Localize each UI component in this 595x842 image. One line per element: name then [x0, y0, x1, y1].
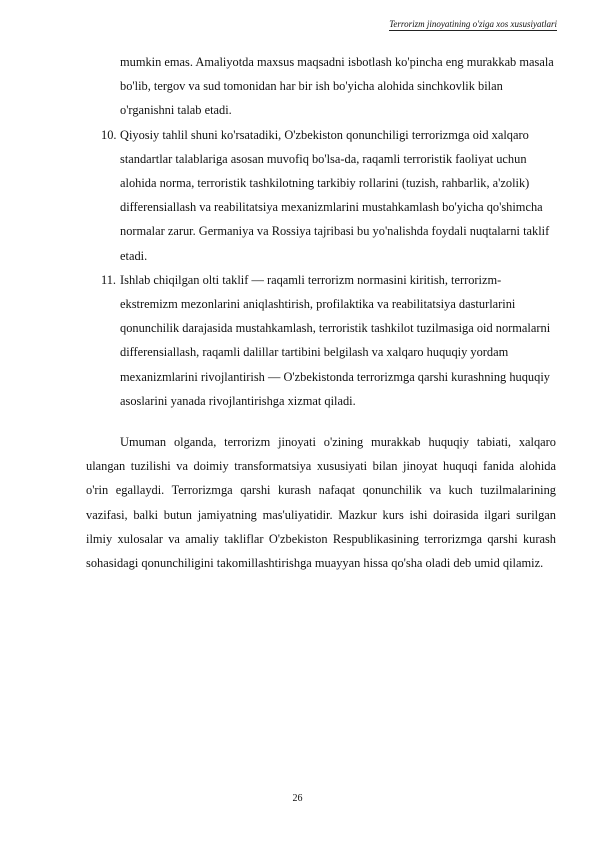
list-item-text: mumkin emas. Amaliyotda maxsus maqsadni isbotlash ko'pincha eng murakkab masala bo'lib, tergov va sud tomonidan har bir ish bo'yicha alohida sinchkovlik bilan o'rganishni talab etadi. — [120, 55, 554, 118]
list-item-10 — [86, 123, 556, 268]
list-item-11 — [86, 268, 556, 413]
numbered-conclusions-list — [86, 50, 556, 413]
list-item-number: 10. — [101, 127, 117, 142]
page-content — [86, 50, 556, 588]
list-item-number: 11. — [101, 272, 117, 287]
running-header: Terrorizm jinoyatining o'ziga xos xususiyatlari — [389, 19, 557, 29]
list-item-continuation — [86, 50, 556, 123]
list-item-text: Qiyosiy tahlil shuni ko'rsatadiki, O'zbekiston qonunchiligi terrorizmga oid xalqaro standartlar talablariga asosan muvofiq bo'lsa-da, raqamli terroristik faoliyat uchun alohida norma, terroristik tashkilotning tarkibiy rollarini (tuzish, rahbarlik, a'zolik) differensiallash va reabilitatsiya mexanizmlarini mustahkamlash bo'yicha qo'shimcha normalar zarur. Germaniya va Rossiya tajribasi bu yo'nalishda foydali nuqtalarni taklif etadi. — [120, 127, 550, 263]
list-item-text: Ishlab chiqilgan olti taklif — raqamli terrorizm normasini kiritish, terrorizm-ekstremizm mezonlarini aniqlashtirish, profilaktika va reabilitatsiya dasturlarini qonunchilik darajasida mustahkamlash, terroristik tashkilot tuzilmasiga oid normalarni differensiallash, raqamli dalillar tartibini belgilash va xalqaro huquqiy yordam mexanizmlarini rivojlantirish — O'zbekistonda terrorizmga qarshi kurashning huquqiy asoslarini yanada rivojlantirishga xizmat qiladi. — [120, 272, 551, 408]
conclusion-paragraph: Umuman olganda, terrorizm jinoyati o'zining murakkab huquqiy tabiati, xalqaro ulangan tuzilishi va doimiy transformatsiya xususiyati bilan jinoyat huquqi fanida alohida o'rin egallaydi. Terrorizmga qarshi kurash nafaqat qonunchilik va kuch tuzilmalarining vazifasi, balki butun jamiyatning mas'uliyatidir. Mazkur kurs ishi doirasida ilgari surilgan ilmiy xulosalar va amaliy takliflar O'zbekiston Respublikasining terrorizmga qarshi kurash sohasidagi qonunchiligini takomillashtirishga muayyan hissa qo'sha oladi deb umid qilamiz. — [86, 435, 556, 571]
page-number: 26 — [292, 793, 303, 804]
